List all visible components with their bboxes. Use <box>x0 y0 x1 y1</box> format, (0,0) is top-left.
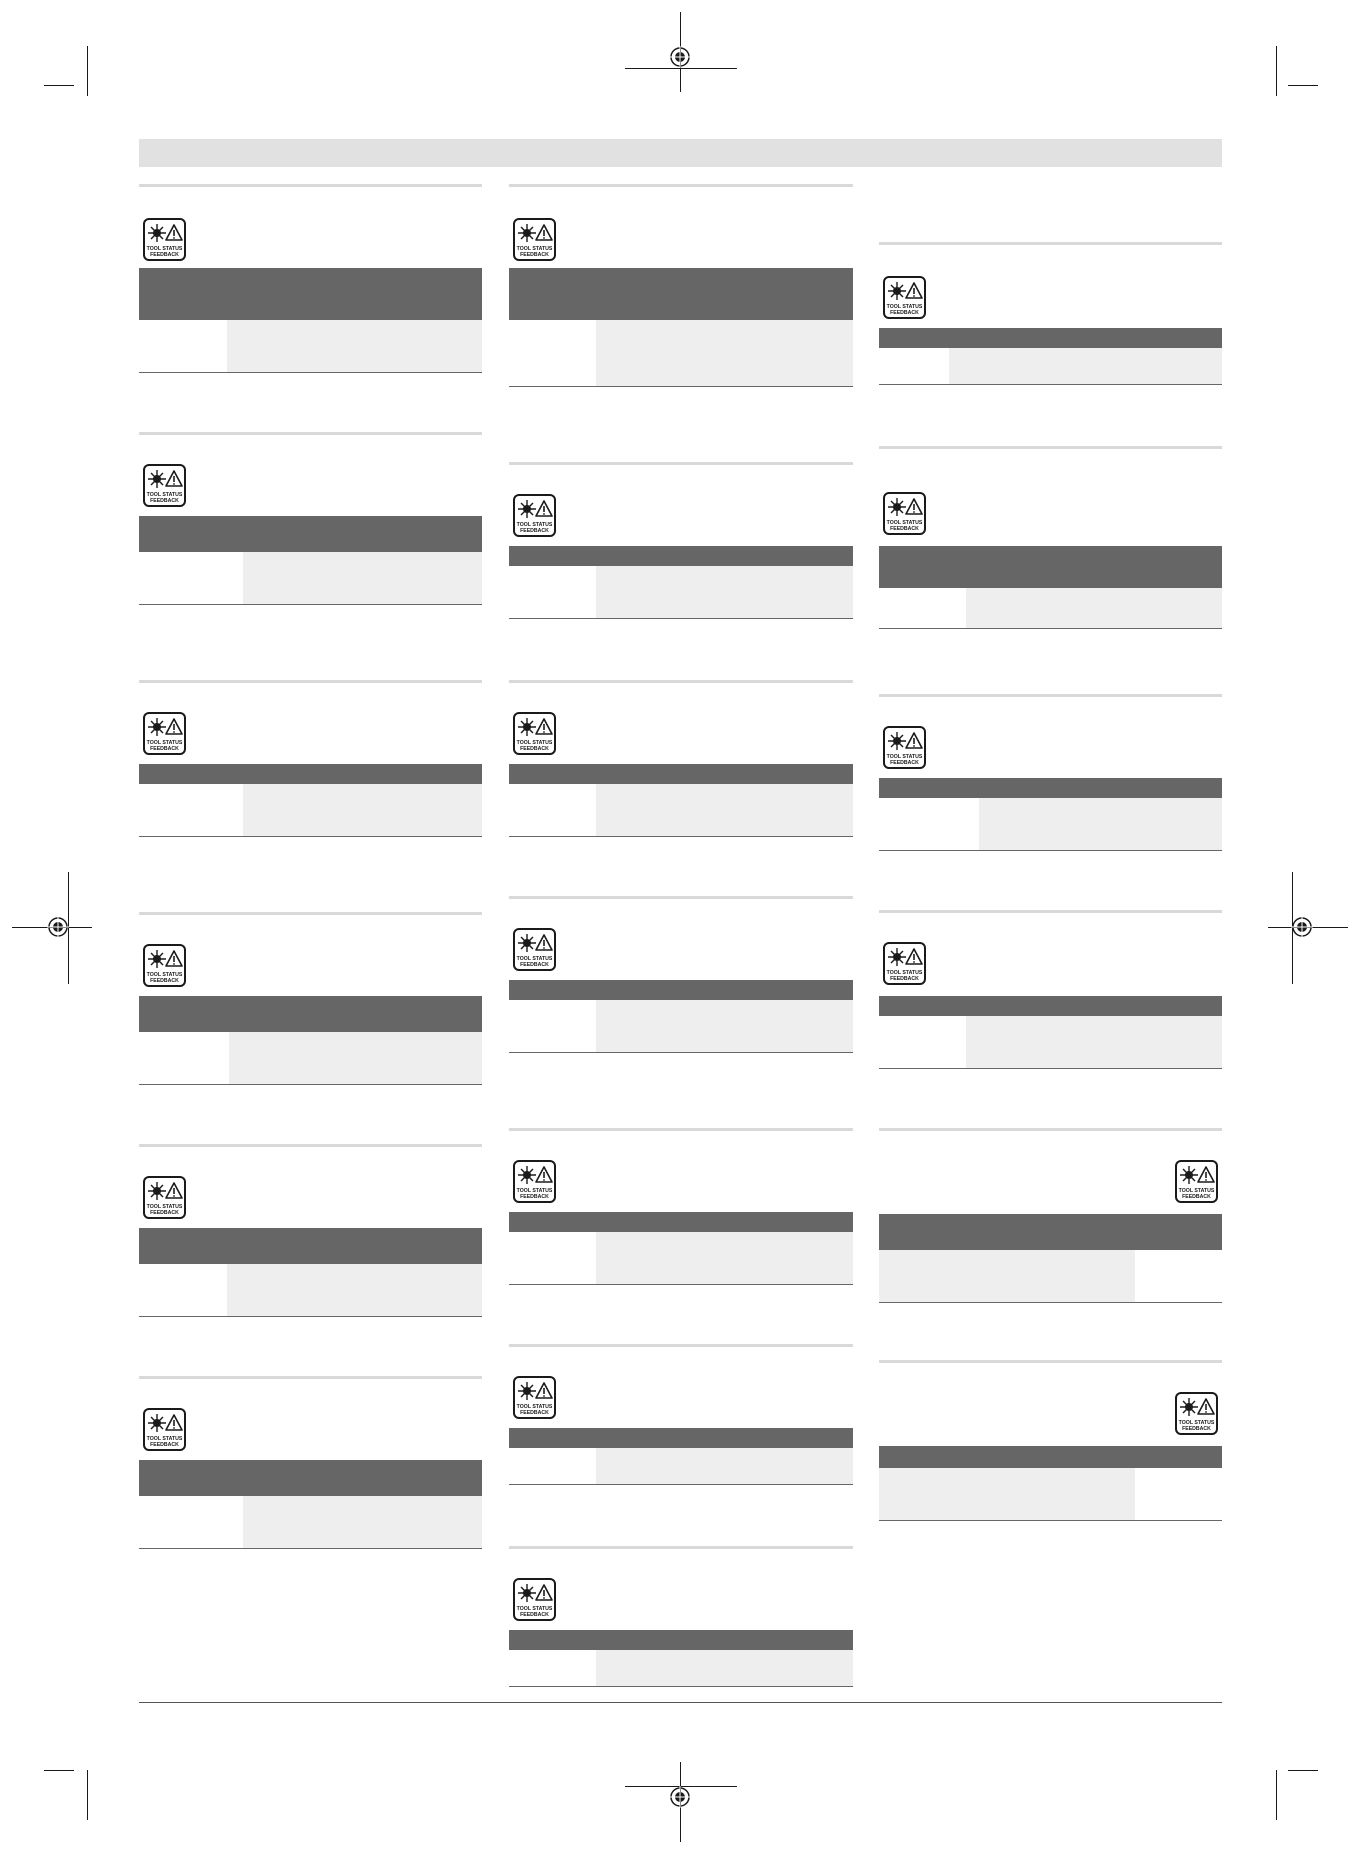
table-bottom-rule <box>509 1686 853 1687</box>
table-cell <box>509 1650 594 1686</box>
table-bottom-rule <box>139 836 482 837</box>
table-header-row <box>879 546 1222 588</box>
crop-mark <box>1288 85 1318 86</box>
status-feedback-section <box>139 912 482 1085</box>
tool-status-feedback-icon <box>513 1376 556 1419</box>
table-cell <box>139 784 241 836</box>
icon-label-line2: FEEDBACK <box>150 1442 179 1448</box>
tool-status-feedback-icon <box>143 712 186 755</box>
tool-status-feedback-icon <box>143 944 186 987</box>
registration-target-icon <box>669 1786 691 1808</box>
table-header-row <box>879 778 1222 798</box>
table-cell <box>879 798 977 850</box>
table-bottom-rule <box>879 1068 1222 1069</box>
table-header-row <box>509 980 853 1000</box>
table-header-row <box>139 764 482 784</box>
tool-status-feedback-icon <box>143 712 186 755</box>
table-bottom-rule <box>509 1284 853 1285</box>
table-header-row <box>139 996 482 1032</box>
page-footer-rule <box>139 1702 1222 1703</box>
table-cell <box>139 552 241 604</box>
table-bottom-rule <box>139 1548 482 1549</box>
table-bottom-rule <box>509 386 853 387</box>
crop-mark <box>625 68 737 69</box>
table-header-row <box>509 1212 853 1232</box>
status-feedback-section <box>139 680 482 837</box>
tool-status-feedback-icon <box>883 726 926 769</box>
icon-label-line1: TOOL STATUS <box>886 754 923 760</box>
section-rule <box>509 462 853 465</box>
icon-label-line1: TOOL STATUS <box>516 1606 553 1612</box>
section-rule <box>139 680 482 683</box>
table-cell <box>509 1232 594 1284</box>
tool-status-feedback-icon <box>513 1376 556 1419</box>
table-cell <box>139 1264 225 1316</box>
icon-label-line1: TOOL STATUS <box>1178 1188 1215 1194</box>
table-cell <box>229 1032 482 1084</box>
icon-label-line1: TOOL STATUS <box>146 1204 183 1210</box>
tool-status-feedback-icon <box>883 942 926 985</box>
table-bottom-rule <box>509 618 853 619</box>
table-cell <box>227 1264 482 1316</box>
icon-label-line1: TOOL STATUS <box>516 522 553 528</box>
table-header-row <box>509 268 853 320</box>
icon-label-line1: TOOL STATUS <box>886 304 923 310</box>
status-feedback-section <box>879 910 1222 1069</box>
tool-status-feedback-icon <box>1175 1392 1218 1435</box>
tool-status-feedback-icon <box>143 944 186 987</box>
status-feedback-section <box>509 896 853 1053</box>
icon-label-line2: FEEDBACK <box>1182 1426 1211 1432</box>
status-feedback-section <box>139 432 482 605</box>
crop-mark <box>44 85 74 86</box>
tool-status-feedback-icon <box>513 494 556 537</box>
icon-label-line1: TOOL STATUS <box>146 740 183 746</box>
crop-mark <box>87 1770 88 1820</box>
tool-status-feedback-icon <box>513 1160 556 1203</box>
table-bottom-rule <box>879 628 1222 629</box>
tool-status-feedback-icon <box>883 276 926 319</box>
table-cell <box>139 1496 241 1548</box>
section-rule <box>509 896 853 899</box>
table-header-row <box>139 1460 482 1496</box>
table-header-row <box>879 328 1222 348</box>
tool-status-feedback-icon <box>143 1408 186 1451</box>
status-feedback-section <box>879 1128 1222 1303</box>
table-cell <box>139 1032 227 1084</box>
table-header-row <box>879 1446 1222 1468</box>
table-cell <box>879 1468 1135 1520</box>
table-cell <box>509 1000 594 1052</box>
table-cell <box>596 1650 853 1686</box>
icon-label-line1: TOOL STATUS <box>146 246 183 252</box>
table-cell <box>966 588 1222 628</box>
section-rule <box>509 680 853 683</box>
table-cell <box>509 1448 594 1484</box>
table-cell <box>596 784 853 836</box>
icon-label-line2: FEEDBACK <box>150 746 179 752</box>
crop-mark <box>1288 1770 1318 1771</box>
table-cell <box>596 320 853 386</box>
table-cell <box>879 348 947 384</box>
tool-status-feedback-icon <box>143 218 186 261</box>
tool-status-feedback-icon <box>143 218 186 261</box>
status-feedback-section <box>139 1376 482 1549</box>
table-bottom-rule <box>879 1302 1222 1303</box>
crop-mark <box>87 46 88 96</box>
section-rule <box>509 1546 853 1549</box>
tool-status-feedback-icon <box>513 712 556 755</box>
tool-status-feedback-icon <box>513 1578 556 1621</box>
registration-target-icon <box>47 916 69 938</box>
icon-label-line2: FEEDBACK <box>150 978 179 984</box>
table-cell <box>243 552 482 604</box>
tool-status-feedback-icon <box>513 928 556 971</box>
table-header-row <box>509 764 853 784</box>
tool-status-feedback-icon <box>513 218 556 261</box>
tool-status-feedback-icon <box>513 928 556 971</box>
icon-label-line2: FEEDBACK <box>890 310 919 316</box>
tool-status-feedback-icon <box>883 942 926 985</box>
table-bottom-rule <box>509 1484 853 1485</box>
section-rule <box>879 1360 1222 1363</box>
page-header-band <box>139 139 1222 167</box>
icon-label-line2: FEEDBACK <box>890 526 919 532</box>
status-feedback-section <box>879 1360 1222 1521</box>
table-bottom-rule <box>139 372 482 373</box>
status-feedback-section <box>509 462 853 619</box>
status-feedback-section <box>879 242 1222 385</box>
icon-label-line1: TOOL STATUS <box>146 972 183 978</box>
tool-status-feedback-icon <box>1175 1392 1218 1435</box>
section-rule <box>139 1144 482 1147</box>
icon-label-line2: FEEDBACK <box>520 252 549 258</box>
table-cell <box>139 320 225 372</box>
section-rule <box>509 1344 853 1347</box>
registration-target-icon <box>669 46 691 68</box>
icon-label-line2: FEEDBACK <box>520 1612 549 1618</box>
section-rule <box>879 1128 1222 1131</box>
icon-label-line2: FEEDBACK <box>1182 1194 1211 1200</box>
table-cell <box>596 1232 853 1284</box>
table-cell <box>596 1000 853 1052</box>
tool-status-feedback-icon <box>513 712 556 755</box>
section-rule <box>879 446 1222 449</box>
tool-status-feedback-icon <box>143 464 186 507</box>
tool-status-feedback-icon <box>883 492 926 535</box>
table-cell <box>596 1448 853 1484</box>
table-cell <box>1137 1468 1222 1520</box>
table-bottom-rule <box>139 1084 482 1085</box>
tool-status-feedback-icon <box>883 276 926 319</box>
icon-label-line1: TOOL STATUS <box>886 970 923 976</box>
icon-label-line2: FEEDBACK <box>520 746 549 752</box>
table-bottom-rule <box>879 1520 1222 1521</box>
icon-label-line2: FEEDBACK <box>150 498 179 504</box>
table-cell <box>509 320 594 386</box>
icon-label-line1: TOOL STATUS <box>516 740 553 746</box>
table-header-row <box>509 546 853 566</box>
icon-label-line2: FEEDBACK <box>150 252 179 258</box>
table-bottom-rule <box>139 604 482 605</box>
status-feedback-section <box>509 1128 853 1285</box>
tool-status-feedback-icon <box>513 1160 556 1203</box>
section-rule <box>139 1376 482 1379</box>
crop-mark <box>1276 1770 1277 1820</box>
icon-label-line2: FEEDBACK <box>890 760 919 766</box>
table-header-row <box>509 1428 853 1448</box>
section-rule <box>879 694 1222 697</box>
tool-status-feedback-icon <box>513 218 556 261</box>
table-cell <box>509 566 594 618</box>
icon-label-line2: FEEDBACK <box>150 1210 179 1216</box>
tool-status-feedback-icon <box>1175 1160 1218 1203</box>
status-feedback-section <box>879 446 1222 629</box>
section-rule <box>509 1128 853 1131</box>
table-cell <box>879 1250 1135 1302</box>
table-bottom-rule <box>139 1316 482 1317</box>
table-cell <box>879 1016 964 1068</box>
table-cell <box>509 784 594 836</box>
status-feedback-section <box>509 1344 853 1485</box>
tool-status-feedback-icon <box>513 494 556 537</box>
section-rule <box>139 184 482 187</box>
icon-label-line1: TOOL STATUS <box>516 246 553 252</box>
tool-status-feedback-icon <box>143 464 186 507</box>
section-rule <box>509 184 853 187</box>
section-rule <box>879 242 1222 245</box>
table-bottom-rule <box>879 384 1222 385</box>
status-feedback-section <box>879 694 1222 851</box>
section-rule <box>139 432 482 435</box>
icon-label-line2: FEEDBACK <box>520 1410 549 1416</box>
tool-status-feedback-icon <box>883 726 926 769</box>
table-cell <box>949 348 1222 384</box>
icon-label-line1: TOOL STATUS <box>516 1188 553 1194</box>
table-cell <box>243 784 482 836</box>
table-header-row <box>139 516 482 552</box>
table-cell <box>243 1496 482 1548</box>
icon-label-line1: TOOL STATUS <box>1178 1420 1215 1426</box>
table-cell <box>966 1016 1222 1068</box>
table-bottom-rule <box>879 850 1222 851</box>
table-header-row <box>879 996 1222 1016</box>
section-rule <box>879 910 1222 913</box>
status-feedback-section <box>509 1546 853 1687</box>
table-header-row <box>879 1214 1222 1250</box>
table-header-row <box>139 1228 482 1264</box>
icon-label-line1: TOOL STATUS <box>886 520 923 526</box>
table-bottom-rule <box>509 1052 853 1053</box>
tool-status-feedback-icon <box>143 1176 186 1219</box>
table-cell <box>979 798 1222 850</box>
table-cell <box>227 320 482 372</box>
status-feedback-section <box>139 184 482 373</box>
crop-mark <box>44 1770 74 1771</box>
table-cell <box>596 566 853 618</box>
status-feedback-section <box>509 184 853 387</box>
tool-status-feedback-icon <box>1175 1160 1218 1203</box>
tool-status-feedback-icon <box>143 1176 186 1219</box>
table-cell <box>1137 1250 1222 1302</box>
icon-label-line1: TOOL STATUS <box>516 956 553 962</box>
registration-target-icon <box>1291 916 1313 938</box>
icon-label-line2: FEEDBACK <box>520 962 549 968</box>
icon-label-line1: TOOL STATUS <box>516 1404 553 1410</box>
table-header-row <box>139 268 482 320</box>
icon-label-line2: FEEDBACK <box>520 528 549 534</box>
tool-status-feedback-icon <box>513 1578 556 1621</box>
crop-mark <box>1276 46 1277 96</box>
section-rule <box>139 912 482 915</box>
tool-status-feedback-icon <box>143 1408 186 1451</box>
status-feedback-section <box>139 1144 482 1317</box>
icon-label-line2: FEEDBACK <box>890 976 919 982</box>
icon-label-line1: TOOL STATUS <box>146 1436 183 1442</box>
status-feedback-section <box>509 680 853 837</box>
table-bottom-rule <box>509 836 853 837</box>
icon-label-line1: TOOL STATUS <box>146 492 183 498</box>
table-cell <box>879 588 964 628</box>
table-header-row <box>509 1630 853 1650</box>
icon-label-line2: FEEDBACK <box>520 1194 549 1200</box>
tool-status-feedback-icon <box>883 492 926 535</box>
